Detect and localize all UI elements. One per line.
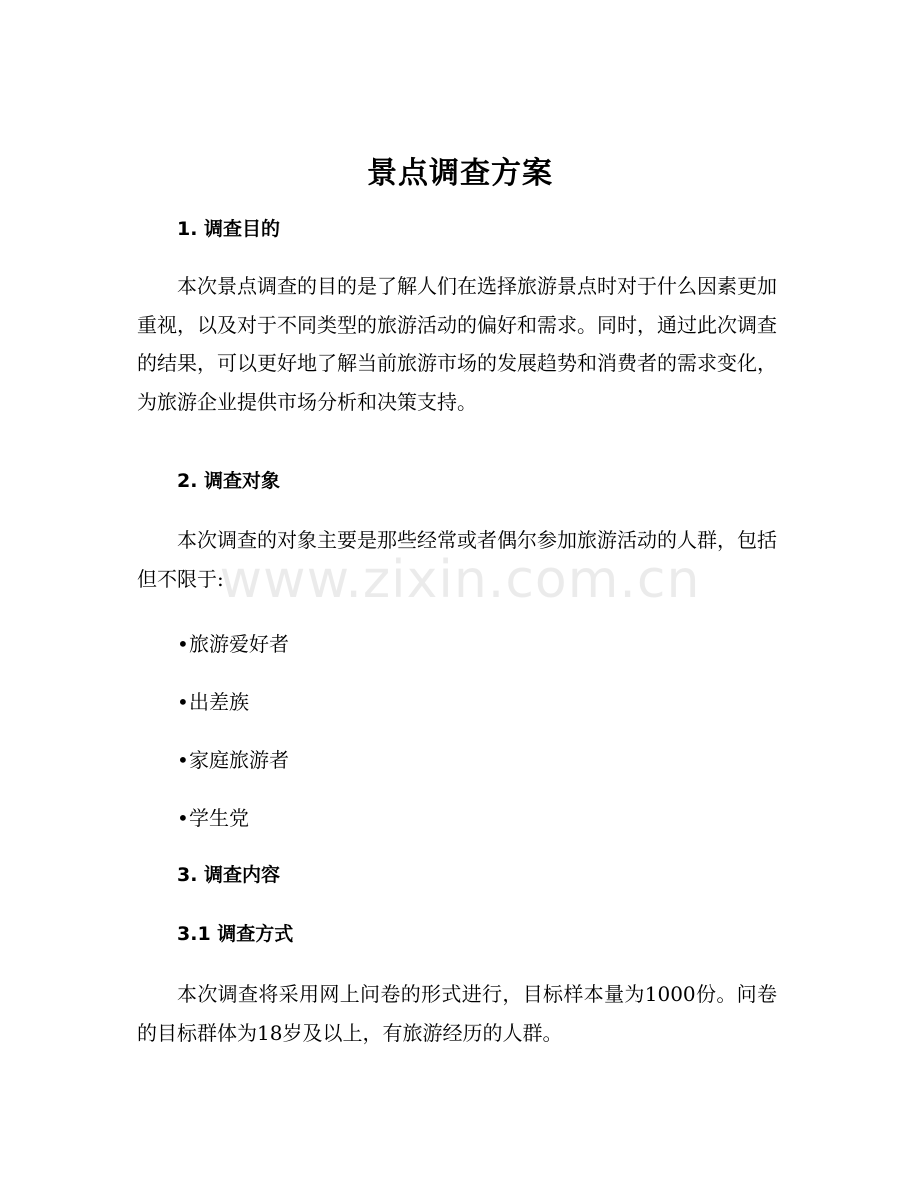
document-title: 景点调查方案	[367, 156, 553, 191]
subsection-paragraph-method: 本次调查将采用网上问卷的形式进行，目标样本量为1000份。问卷的目标群体为18岁及以上，有旅游经历的人群。	[137, 982, 777, 1045]
watermark-text: www.zixin.com.cn	[219, 550, 701, 610]
bullet-symbol: •	[177, 632, 189, 656]
list-item-text: 旅游爱好者	[189, 632, 289, 656]
section-heading-subjects: 2. 调查对象	[177, 470, 281, 492]
bullet-symbol: •	[177, 690, 189, 714]
list-item-text: 家庭旅游者	[189, 748, 289, 772]
list-item	[177, 687, 249, 717]
subsection-heading-method: 3.1 调查方式	[177, 923, 294, 945]
section-paragraph-purpose: 本次景点调查的目的是了解人们在选择旅游景点时对于什么因素更加重视，以及对于不同类型的旅游活动的偏好和需求。同时，通过此次调查的结果，可以更好地了解当前旅游市场的发展趋势和消费者的需求变化，为旅游企业提供市场分析和决策支持。	[137, 274, 777, 414]
section-paragraph-subjects: 本次调查的对象主要是那些经常或者偶尔参加旅游活动的人群，包括但不限于:	[137, 528, 777, 591]
bullet-symbol: •	[177, 806, 189, 830]
list-item-text: 学生党	[189, 806, 249, 830]
list-item-text: 出差族	[189, 690, 249, 714]
bullet-symbol: •	[177, 748, 189, 772]
list-item	[177, 629, 289, 659]
list-item	[177, 803, 249, 833]
section-heading-purpose: 1. 调查目的	[177, 218, 281, 240]
section-heading-content: 3. 调查内容	[177, 864, 281, 886]
list-item	[177, 745, 289, 775]
